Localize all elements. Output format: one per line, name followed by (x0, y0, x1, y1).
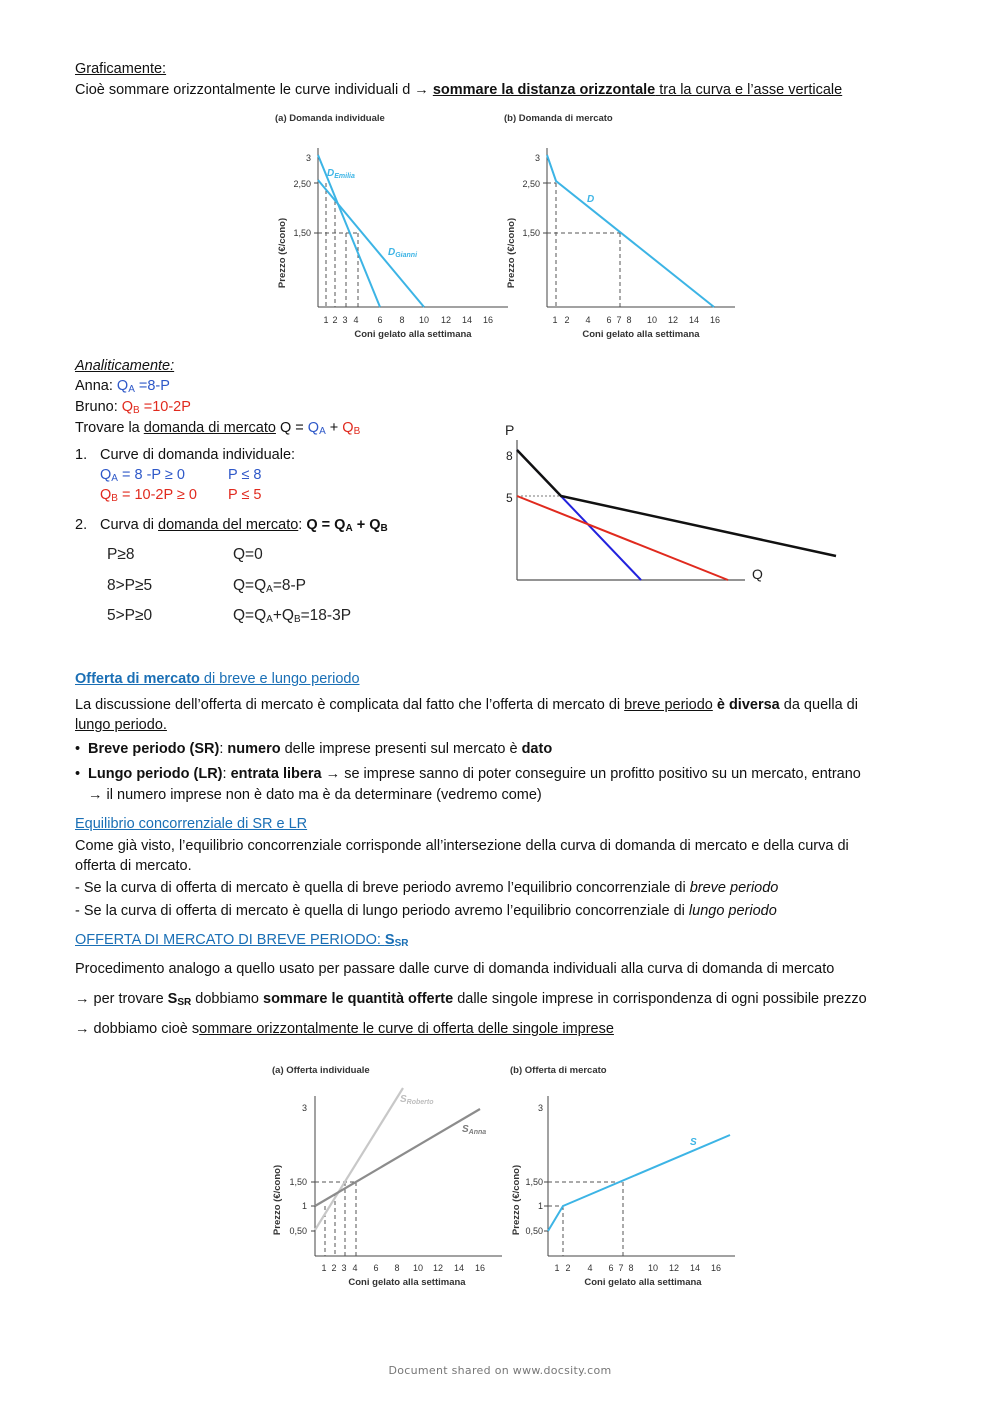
x-axis-label: Coni gelato alla settimana (584, 1277, 702, 1288)
x-tick: 8 (626, 315, 632, 325)
bruno-q-sub: B (133, 405, 140, 416)
x-tick: 14 (461, 315, 473, 325)
equil-line1: Come già visto, l’equilibrio concorrenziale corrisponde all’intersezione della curva di domanda di mercato e della curva di (75, 838, 849, 854)
ssr-heading-sub: SR (394, 938, 409, 949)
find-underlined: domanda di mercato (143, 420, 276, 436)
lr-line2: → il numero imprese non è dato ma è da determinare (vedremo come) (88, 787, 542, 803)
piece-q (233, 577, 306, 599)
y-tick: 3 (305, 153, 311, 163)
x-tick: 1 (321, 1263, 327, 1273)
lr-text: → se imprese sanno di poter conseguire un profitto positivo su un mercato, entrano (321, 766, 861, 782)
x-tick: 16 (710, 1263, 722, 1273)
ssr-line2 (75, 990, 867, 1012)
x-tick: 3 (341, 1263, 347, 1273)
y-tick: 1,50 (525, 1177, 543, 1187)
x-tick: 8 (394, 1263, 400, 1273)
equil-line3-pre: - Se la curva di offerta di mercato è quella di breve periodo avremo l’equilibrio concorrenziale di (75, 880, 690, 896)
find-plus: + (325, 420, 343, 436)
ssr-heading-s: S (384, 932, 395, 948)
y-tick: 2,50 (293, 179, 311, 189)
piece-q-sub: A (266, 614, 273, 625)
demand-gianni-curve (318, 180, 424, 307)
item2-colon: : (298, 517, 307, 533)
item2-number: 2. (75, 517, 88, 533)
anna-q: Q (116, 378, 129, 394)
x-tick: 12 (668, 1263, 680, 1273)
item2-bold: Q = Q (306, 517, 346, 533)
item1-qa-sub: A (111, 473, 118, 484)
chart-title: (b) Offerta di mercato (510, 1065, 607, 1076)
x-tick: 3 (342, 315, 348, 325)
x-tick: 8 (628, 1263, 634, 1273)
lr-colon: : (222, 766, 231, 782)
x-tick: 7 (616, 315, 622, 325)
y-axis-label: Prezzo (€/cono) (511, 1164, 522, 1236)
ssr-line3 (75, 1020, 614, 1038)
item1-qb-sub: B (111, 493, 118, 504)
offerta-heading-rest[interactable]: di breve e lungo periodo (199, 671, 360, 687)
label-gianni: $D_{Gianni}$ (388, 247, 418, 259)
analiticamente-heading: Analiticamente: (75, 358, 175, 374)
x-tick: 12 (432, 1263, 444, 1273)
ssr-line2-mid: dobbiamo (191, 991, 263, 1007)
ssr-line2-bold: sommare le quantità offerte (263, 991, 454, 1007)
sr-bold2: numero (227, 741, 281, 757)
equil-line3 (75, 879, 778, 897)
sr-bullet: • (75, 741, 81, 757)
piece-cond: P≥8 (107, 546, 135, 563)
sr-line (88, 740, 552, 758)
y-tick: 1 (301, 1201, 307, 1211)
piece-q-mid: =8-P (272, 577, 307, 594)
item2-pre: Curva di (100, 517, 159, 533)
anna-eq-rest: =8-P (134, 378, 170, 394)
x-tick: 6 (373, 1263, 379, 1273)
offerta-para-line2: lungo periodo. (75, 717, 167, 733)
find-qb: Q (342, 420, 354, 436)
find-qa-sub: A (319, 426, 326, 437)
bruno-label: Bruno: (75, 399, 122, 415)
piece-cond: 5>P≥0 (107, 607, 153, 624)
y-axis-label: Prezzo (€/cono) (506, 217, 517, 289)
ssr-line2-post: dalle singole imprese in corrispondenza di ogni possibile prezzo (453, 991, 867, 1007)
x-tick: 7 (618, 1263, 624, 1273)
sr-bold3: dato (521, 741, 553, 757)
ssr-line2-sub: SR (177, 997, 192, 1008)
x-tick: 4 (585, 315, 591, 325)
piece-q-text: Q=0 (233, 546, 263, 563)
piece-q-end: =18-3P (300, 607, 352, 624)
anna-label: Anna: (75, 378, 117, 394)
x-tick: 6 (606, 315, 612, 325)
label-market-demand: D (587, 194, 595, 205)
para-bold: è diversa (716, 697, 780, 713)
item1-qb-rest: = 10-2P ≥ 0 (117, 487, 197, 503)
item1-text: Curve di domanda individuale: (100, 447, 296, 463)
equil-line4-pre: - Se la curva di offerta di mercato è quella di lungo periodo avremo l’equilibrio concorrenziale di (75, 903, 689, 919)
ssr-line2-pre: → per trovare (75, 991, 168, 1007)
x-axis-label: Coni gelato alla settimana (348, 1277, 466, 1288)
para-post: da quella di (779, 697, 858, 713)
item2-sub-a: A (345, 523, 353, 534)
x-tick: 4 (587, 1263, 593, 1273)
y-tick: 0,50 (289, 1226, 307, 1236)
x-axis-label: Coni gelato alla settimana (582, 329, 700, 340)
graf-line-bold: sommare la distanza orizzontale (432, 82, 656, 98)
piece-q-mid: +Q (272, 607, 294, 624)
x-tick: 2 (565, 1263, 571, 1273)
bruno-line (75, 398, 191, 420)
bruno-eq-rest: =10-2P (139, 399, 191, 415)
ssr-heading[interactable] (75, 931, 409, 953)
chart-title: (a) Domanda individuale (275, 113, 385, 124)
y-tick: 1,50 (289, 1177, 307, 1187)
lr-bold2: entrata libera (230, 766, 322, 782)
label-market-supply: S (690, 1137, 697, 1148)
x-tick: 10 (646, 315, 658, 325)
piece-q-sub: A (266, 584, 273, 595)
item1-qa-rest: = 8 -P ≥ 0 (117, 467, 185, 483)
x-tick: 14 (689, 1263, 701, 1273)
x-tick: 10 (412, 1263, 424, 1273)
x-tick: 6 (377, 315, 383, 325)
piece-q (233, 607, 351, 629)
x-tick: 10 (418, 315, 430, 325)
p-axis-label: P (505, 422, 515, 438)
piece-q (233, 546, 263, 564)
y-tick: 1,50 (522, 228, 540, 238)
equil-line4 (75, 902, 777, 920)
x-tick: 10 (647, 1263, 659, 1273)
lr-line (88, 765, 861, 783)
y-axis-label: Prezzo (€/cono) (277, 217, 288, 289)
y-tick: 1 (537, 1201, 543, 1211)
x-tick: 2 (332, 315, 338, 325)
sr-colon: : (219, 741, 228, 757)
item1-qa-cond: P ≤ 8 (228, 467, 262, 483)
x-tick: 6 (608, 1263, 614, 1273)
demand-market-curve (547, 155, 714, 307)
equil-line2: offerta di mercato. (75, 858, 192, 874)
footer-text: Document shared on www.docsity.com (388, 1364, 612, 1377)
demand-market-chart (495, 108, 740, 343)
y-tick: 3 (537, 1103, 543, 1113)
item1-qb-cond: P ≤ 5 (228, 487, 262, 503)
offerta-para-line1 (75, 696, 858, 714)
chart-title: (b) Domanda di mercato (504, 113, 613, 124)
label-emilia: $D_{Emilia}$ (327, 168, 355, 180)
x-tick: 2 (331, 1263, 337, 1273)
find-post: Q = (275, 420, 308, 436)
anna-q-sub: A (128, 384, 135, 395)
bruno-q: Q (121, 399, 134, 415)
supply-individual-chart (262, 1058, 512, 1293)
supply-market-chart (500, 1058, 745, 1293)
find-qa: Q (307, 420, 320, 436)
graficamente-line (75, 81, 842, 99)
graf-line-post: tra la curva e l’asse verticale (655, 82, 843, 98)
ssr-line3-pre: → dobbiamo cioè s (75, 1021, 200, 1037)
label-anna: $S_{Anna}$ (462, 1124, 487, 1136)
supply-roberto-curve (315, 1088, 403, 1230)
lr-bold: Lungo periodo (LR) (88, 766, 223, 782)
piece-q-sub2: B (293, 614, 301, 625)
x-axis-label: Coni gelato alla settimana (354, 329, 472, 340)
equil-line3-italic: breve periodo (689, 880, 779, 896)
equilibrio-heading[interactable]: Equilibrio concorrenziale di SR e LR (75, 816, 308, 832)
x-tick: 16 (474, 1263, 486, 1273)
x-tick: 14 (688, 315, 700, 325)
y-axis-label: Prezzo (€/cono) (272, 1164, 283, 1236)
anna-line (75, 377, 170, 399)
q-axis-label: Q (752, 566, 763, 582)
item1-qb-eq (100, 486, 197, 508)
x-tick: 16 (709, 315, 721, 325)
ssr-heading-text: OFFERTA DI MERCATO DI BREVE PERIODO: (75, 932, 385, 948)
item1-qb: Q (100, 487, 112, 503)
find-demand-line (75, 419, 360, 441)
ssr-line1: Procedimento analogo a quello usato per passare dalle curve di domanda individuali alla curva di domanda di mercato (75, 961, 835, 977)
demand-individual-chart (265, 108, 515, 343)
graf-line-pre: Cioè sommare orizzontalmente le curve individuali d → (75, 82, 433, 98)
equil-line4-italic: lungo periodo (688, 903, 777, 919)
x-tick: 1 (323, 315, 329, 325)
item2-sub-b: B (380, 523, 388, 534)
piece-q-text: Q=Q (233, 607, 267, 624)
y-tick: 3 (534, 153, 540, 163)
graficamente-heading: Graficamente: (75, 61, 167, 77)
para-underlined: breve periodo (624, 697, 713, 713)
y-tick: 3 (301, 1103, 307, 1113)
item2-underlined: domanda del mercato (158, 517, 299, 533)
item1-qa: Q (100, 467, 112, 483)
item2-plus: + Q (352, 517, 381, 533)
find-pre: Trovare la (75, 420, 144, 436)
sr-bold: Breve periodo (SR) (88, 741, 220, 757)
label-roberto: $S_{Roberto}$ (400, 1094, 434, 1106)
lr-bullet: • (75, 766, 81, 782)
x-tick: 2 (564, 315, 570, 325)
x-tick: 4 (353, 315, 359, 325)
x-tick: 1 (552, 315, 558, 325)
find-qb-sub: B (353, 426, 361, 437)
item2-text (100, 516, 388, 538)
y-tick: 1,50 (293, 228, 311, 238)
offerta-heading (75, 670, 360, 688)
ssr-line3-underlined: ommare orizzontalmente le curve di offerta delle singole imprese (199, 1021, 614, 1037)
x-tick: 12 (440, 315, 452, 325)
y-tick: 2,50 (522, 179, 540, 189)
piece-cond: 8>P≥5 (107, 577, 153, 594)
sr-text: delle imprese presenti sul mercato è (280, 741, 522, 757)
ssr-line2-s: S (167, 991, 178, 1007)
x-tick: 1 (554, 1263, 560, 1273)
item1-qa-eq (100, 466, 185, 488)
supply-market-curve (548, 1135, 730, 1231)
para-pre: La discussione dell’offerta di mercato è complicata dal fatto che l’offerta di mercato di (75, 697, 625, 713)
chart-title: (a) Offerta individuale (272, 1065, 370, 1076)
piece-q-text: Q=Q (233, 577, 267, 594)
x-tick: 14 (453, 1263, 465, 1273)
tick-8: 8 (506, 449, 513, 463)
x-tick: 16 (482, 315, 494, 325)
x-tick: 8 (399, 315, 405, 325)
supply-anna-curve (315, 1109, 480, 1206)
offerta-heading-link[interactable]: Offerta di mercato (75, 671, 200, 687)
tick-5: 5 (506, 491, 513, 505)
market-demand-line (517, 450, 836, 556)
x-tick: 12 (667, 315, 679, 325)
y-tick: 0,50 (525, 1226, 543, 1236)
item1-number: 1. (75, 447, 88, 463)
x-tick: 4 (352, 1263, 358, 1273)
pq-demand-chart (495, 418, 850, 593)
